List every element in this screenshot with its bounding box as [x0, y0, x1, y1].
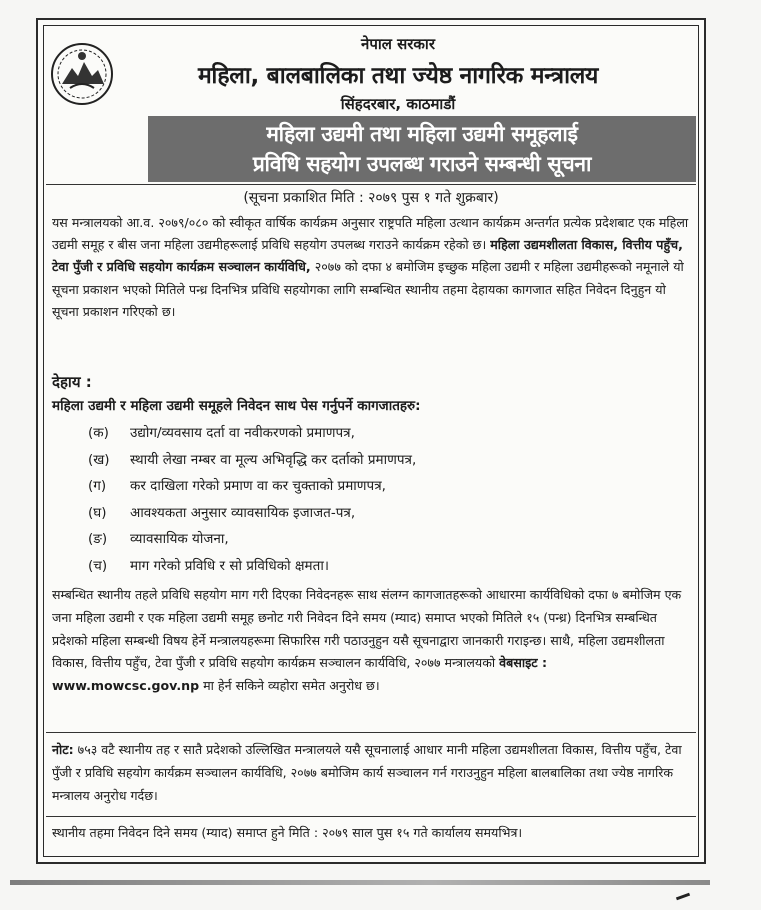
note-label: नोट: — [52, 742, 74, 757]
government-name: नेपाल सरकार — [361, 35, 435, 53]
scan-mark — [676, 893, 690, 901]
document-item — [88, 473, 416, 500]
documents-list — [88, 420, 416, 579]
nepal-emblem-icon — [48, 40, 116, 108]
document-text: आवश्यकता अनुसार व्यावसायिक इजाजत-पत्र, — [130, 504, 356, 521]
divider-deadline — [46, 816, 696, 817]
notice-title-banner — [148, 116, 696, 182]
annex-heading: देहाय : — [52, 373, 92, 391]
intro-procedure-name: महिला उद्यमशीलता विकास, वित्तीय पहुँच, टेवा पुँजी र प्रविधि सहयोग कार्यक्रम सञ्चालन कार्यविधि, — [52, 237, 683, 275]
document-marker: (च) — [88, 557, 108, 574]
intro-text-1: यस मन्त्रालयको आ.व. २०७९/०८० को स्वीकृत वार्षिक कार्यक्रम अनुसार राष्ट्रपति महिला उत्थान कार्यक्रम अन्तर्गत प्रत्येक प्रदेशबाट एक महिला उद्यमी समूह र बीस जना महिला उद्यमीहरूलाई प्रविधि सहयोग उपलब्ध गराउने कार्यक्रम रहेको छ। — [52, 215, 689, 253]
document-item — [88, 420, 416, 447]
notice-frame — [36, 18, 706, 864]
documents-heading: महिला उद्यमी र महिला उद्यमी समूहले निवेदन साथ पेस गर्नुपर्ने कागजातहरु: — [52, 398, 421, 414]
document-text: व्यावसायिक योजना, — [130, 531, 229, 547]
document-text: माग गरेको प्रविधि र सो प्रविधिको क्षमता। — [130, 557, 329, 574]
document-marker: (ख) — [88, 451, 110, 468]
document-item — [88, 553, 416, 580]
ministry-address: सिंहदरबार, काठमाडौं — [340, 95, 456, 113]
note-text: ७५३ वटै स्थानीय तह र सातै प्रदेशको उल्लिखित मन्त्रालयले यसै सूचनालाई आधार मानी महिला उद्यमशीलता विकास, वित्तीय पहुँच, टेवा पुँजी र प्रविधि सहयोग कार्यक्रम सञ्चालन कार्यविधि, २०७७ बमोजिम कार्य सञ्चालन गर्न गराउनुहुन महिला बालबालिका तथा ज्येष्ठ नागरिक मन्त्रालय अनुरोध गर्दछ। — [52, 742, 682, 803]
intro-paragraph — [52, 212, 692, 323]
document-text: कर दाखिला गरेको प्रमाण वा कर चुक्ताको प्रमाणपत्र, — [130, 478, 386, 494]
scan-edge-shadow — [10, 880, 710, 885]
document-marker: (क) — [88, 425, 109, 441]
document-item — [88, 447, 416, 474]
deadline-text: स्थानीय तहमा निवेदन दिने समय (म्याद) समाप्त हुने मिति : २०७९ साल पुस १५ गते कार्यालय समयभित्र। — [52, 825, 523, 840]
document-item — [88, 500, 416, 527]
notice-title-line-1: महिला उद्यमी तथा महिला उद्यमी समूहलाई — [266, 122, 578, 146]
document-marker: (ग) — [88, 478, 107, 494]
website-link[interactable]: वेबसाइट : www.mowcsc.gov.np — [52, 655, 548, 694]
document-text: उद्योग/व्यवसाय दर्ता वा नवीकरणको प्रमाणपत्र, — [130, 425, 355, 441]
document-item — [88, 526, 416, 553]
divider-top — [46, 184, 696, 185]
note-paragraph — [52, 738, 692, 807]
document-marker: (ङ) — [88, 531, 108, 547]
divider-note — [46, 732, 696, 733]
procedure-tail: मा हेर्न सकिने व्यहोरा समेत अनुरोध छ। — [199, 678, 380, 694]
notice-title-line-2: प्रविधि सहयोग उपलब्ध गराउने सम्बन्धी सूचना — [252, 152, 592, 176]
procedure-paragraph — [52, 584, 692, 698]
ministry-name: महिला, बालबालिका तथा ज्येष्ठ नागरिक मन्त्रालय — [197, 63, 599, 89]
document-text: स्थायी लेखा नम्बर वा मूल्य अभिवृद्धि कर दर्ताको प्रमाणपत्र, — [130, 451, 417, 468]
published-date: (सूचना प्रकाशित मिति : २०७९ पुस १ गते शुक्रबार) — [243, 190, 499, 206]
document-marker: (घ) — [88, 504, 107, 521]
procedure-text: सम्बन्धित स्थानीय तहले प्रविधि सहयोग माग गरी दिएका निवेदनहरू साथ संलग्न कागजातहरूको आधारमा कार्यविधिको दफा ७ बमोजिम एक जना महिला उद्यमी र एक महिला उद्यमी समूह छनोट गरी निवेदन दिने समय (म्याद) समाप्त भएको मितिले १५ (पन्ध्र) दिनभित्र सम्बन्धित प्रदेशको महिला सम्बन्धी विषय हेर्ने मन्त्रालयहरूमा सिफारिस गरी पठाउनुहुन यसै सूचनाद्वारा जानकारी गराइन्छ। साथै, महिला उद्यमशीलता विकास, वित्तीय पहुँच, टेवा पुँजी र प्रविधि सहयोग कार्यक्रम सञ्चालन कार्यविधि, २०७७ मन्त्रालयको — [52, 587, 682, 671]
intro-text-2: २०७७ को दफा ४ बमोजिम इच्छुक महिला उद्यमी र महिला उद्यमीहरूको नमूनाले यो सूचना प्रकाशन भएको मितिले पन्ध्र दिनभित्र प्रविधि सहयोगका लागि सम्बन्धित स्थानीय तहमा देहायका कागजात सहित निवेदन दिनुहुन यो सूचना प्रकाशन गरिएको छ। — [52, 259, 684, 319]
